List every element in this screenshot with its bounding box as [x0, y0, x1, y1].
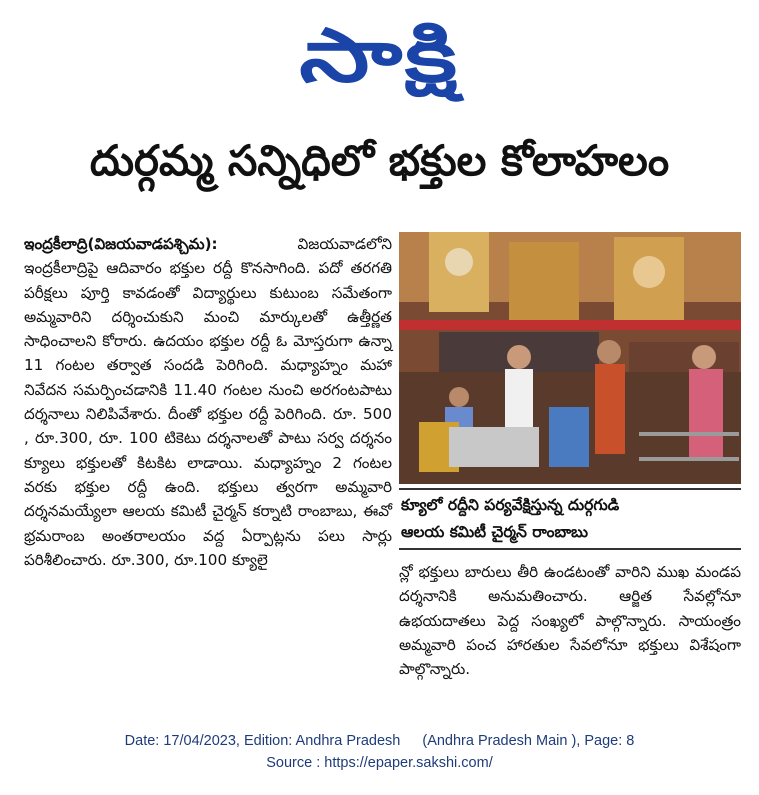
article-body-left — [24, 232, 392, 572]
article-body-right: న్లో భక్తులు బారులు తీరి ఉండటంతో వారిని ముఖ మండప దర్శనానికి అనుమతించారు. ఆర్జిత సేవల్లోనూ ఉభయదాతలు పెద్ద సంఖ్యలో పాల్గొన్నారు. సాయంత్రం అమ్మవారి పంచ హారతుల సేవలోనూ భక్తులు విశేషంగా పాల్గొన్నారు. — [399, 563, 741, 679]
photo-caption — [399, 488, 741, 550]
caption-line-2: ఆలయ కమిటీ చైర్మన్ రాంబాబు — [401, 523, 589, 541]
article-text-left: విజయవాడలోని ఇంద్రకీలాద్రిపై ఆదివారం భక్తుల రద్దీ కొనసాగింది. పదో తరగతి పరీక్షలు పూర్తి కావడంతో విద్యార్థులు కుటుంబ సమేతంగా అమ్మవారిని దర్శించుకుని మంచి మార్కులతో ఉత్తీర్ణత సాధించాలని కోరారు. ఉదయం భక్తుల రద్దీ ఓ మోస్తరుగా ఉన్నా 11 గంటల తర్వాత సందడి పెరిగింది. మధ్యాహ్నం మహా నివేదన సమర్పించడానికి 11.40 గంటల నుంచి అరగంటపాటు దర్శనాలు నిలిపివేశారు. దీంతో భక్తుల రద్దీ పెరిగింది. రూ. 500 , రూ.300, రూ. 100 టికెటు దర్శనాలతో పాటు సర్వ దర్శనం క్యూలు భక్తులతో కిటకిట లాడాయి. మధ్యాహ్నం 2 గంటల వరకు భక్తుల రద్దీ ఉంది. భక్తులు త్వరగా అమ్మవారి దర్శనమయ్యేలా ఆలయ కమిటీ చైర్మన్ కర్నాటి రాంబాబు, ఈవో భ్రమరాంబ అంతరాలయం వద్ద ఏర్పాట్లను పలు సార్లు పరిశీలించారు. రూ.300, రూ.100 క్యూలై — [24, 235, 392, 569]
sakshi-logo: సాక్షి — [299, 13, 460, 99]
source-footer — [0, 730, 759, 774]
caption-line-1: క్యూలో రద్దీని పర్యవేక్షిస్తున్న దుర్గగుడి — [401, 496, 620, 514]
footer-edition-page: (Andhra Pradesh Main ), Page: 8 — [422, 733, 635, 749]
footer-source: Source : https://epaper.sakshi.com/ — [266, 755, 493, 771]
footer-date-edition: Date: 17/04/2023, Edition: Andhra Pradesh — [124, 733, 401, 749]
photo-illustration — [399, 232, 741, 484]
article-dateline: ఇంద్రకీలాద్రి(విజయవాడపశ్చిమ): — [24, 235, 218, 253]
masthead — [0, 6, 759, 106]
article-headline: దుర్గమ్మ సన్నిధిలో భక్తుల కోలాహలం — [89, 136, 670, 185]
temple-crowd-photo — [399, 232, 741, 484]
